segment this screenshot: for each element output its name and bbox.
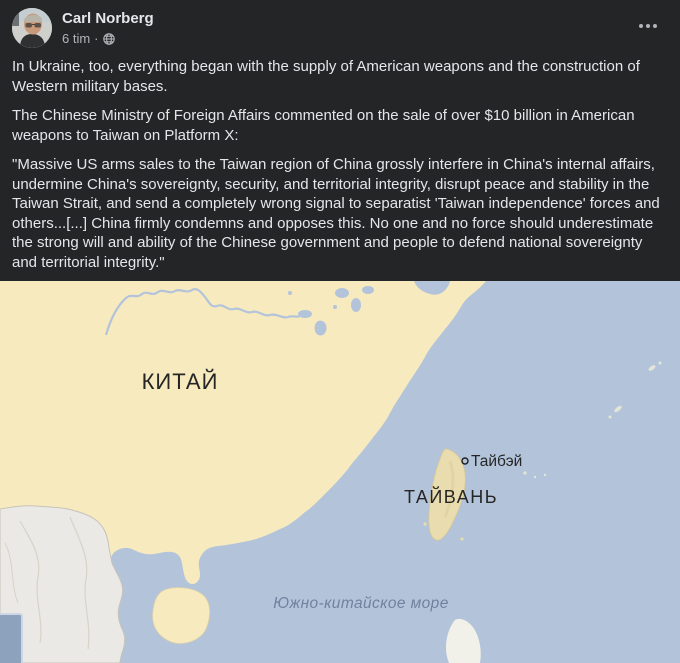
avatar-photo <box>12 8 52 48</box>
map-hainan-island <box>153 588 210 644</box>
post-meta <box>62 30 154 47</box>
timestamp[interactable]: 6 tim <box>62 31 91 46</box>
meta-separator: · <box>94 31 99 46</box>
globe-public-icon <box>103 33 115 45</box>
post-paragraph: "Massive US arms sales to the Taiwan region of China grossly interfere in China's internal affairs, undermine China's sovereignty, security, and territorial integrity, disrupt peace and stability in the Taiwan Strait, and send a completely wrong signal to separatist 'Taiwan independence' forces and others...[...] China firmly condemns and opposes this. No one and no force should underestimate the strong will and ability of the Chinese government and people to defend national sovereignty and territorial integrity." <box>12 156 660 271</box>
ellipsis-icon <box>646 24 650 28</box>
post-menu-button[interactable] <box>632 16 664 36</box>
map-label-south-china-sea: Южно-китайское море <box>273 595 449 612</box>
author-name[interactable]: Carl Norberg <box>62 10 154 27</box>
post-image-map[interactable] <box>0 281 680 663</box>
ellipsis-icon <box>653 24 657 28</box>
map-label-taipei: Тайбэй <box>471 453 523 470</box>
post-text <box>0 48 680 281</box>
map-label-china: КИТАЙ <box>141 369 219 394</box>
ellipsis-icon <box>639 24 643 28</box>
map-yandex-china-taiwan <box>0 281 680 663</box>
post-paragraph: In Ukraine, too, everything began with the supply of American weapons and the construction of Western military bases. <box>12 58 640 95</box>
avatar[interactable] <box>12 8 52 48</box>
post-paragraph: The Chinese Ministry of Foreign Affairs commented on the sale of over $10 billion in American weapons to Taiwan on Platform X: <box>12 107 635 144</box>
minimap-control[interactable] <box>0 614 22 663</box>
map-label-taiwan: ТАЙВАНЬ <box>403 487 499 507</box>
